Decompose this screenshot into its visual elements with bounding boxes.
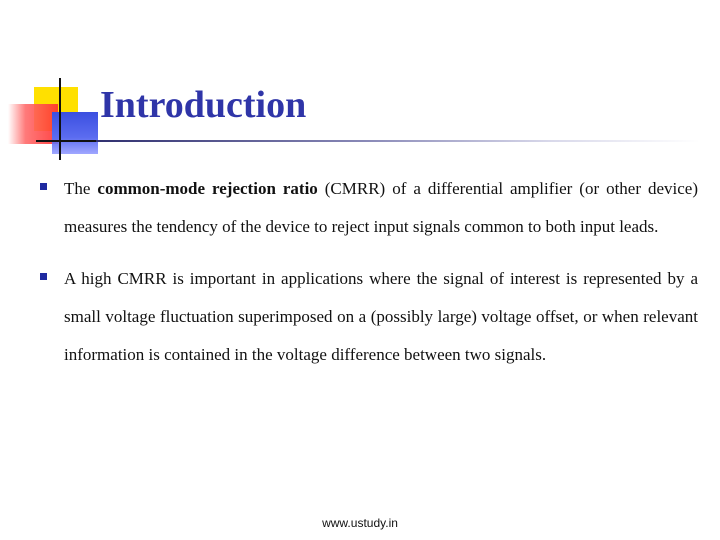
bullet-item	[40, 170, 698, 246]
logo-red-square	[8, 104, 58, 144]
bullet-text	[64, 170, 698, 246]
bullet-item	[40, 260, 698, 374]
logo-vertical-line	[59, 78, 61, 160]
bullet-text: A high CMRR is important in applications where the signal of interest is represented by a small voltage fluctuation superimposed on a (possibly large) voltage offset, or when relevant information is contained in the voltage difference between two signals.	[64, 269, 698, 364]
bullet-bold-term: common-mode rejection ratio	[97, 179, 318, 198]
bullet-text-rest: (CMRR) of a differential amplifier (or other device) measures the tendency of the device to reject input signals common to both input leads.	[64, 179, 698, 236]
footer-url: www.ustudy.in	[322, 516, 398, 530]
square-bullet-icon	[40, 183, 47, 190]
bullet-text-start: The	[64, 179, 98, 198]
title-underline	[96, 140, 700, 142]
slide-title: Introduction	[100, 84, 307, 126]
logo-horizontal-line	[36, 140, 98, 142]
bullet-list	[40, 170, 698, 388]
square-bullet-icon	[40, 273, 47, 280]
